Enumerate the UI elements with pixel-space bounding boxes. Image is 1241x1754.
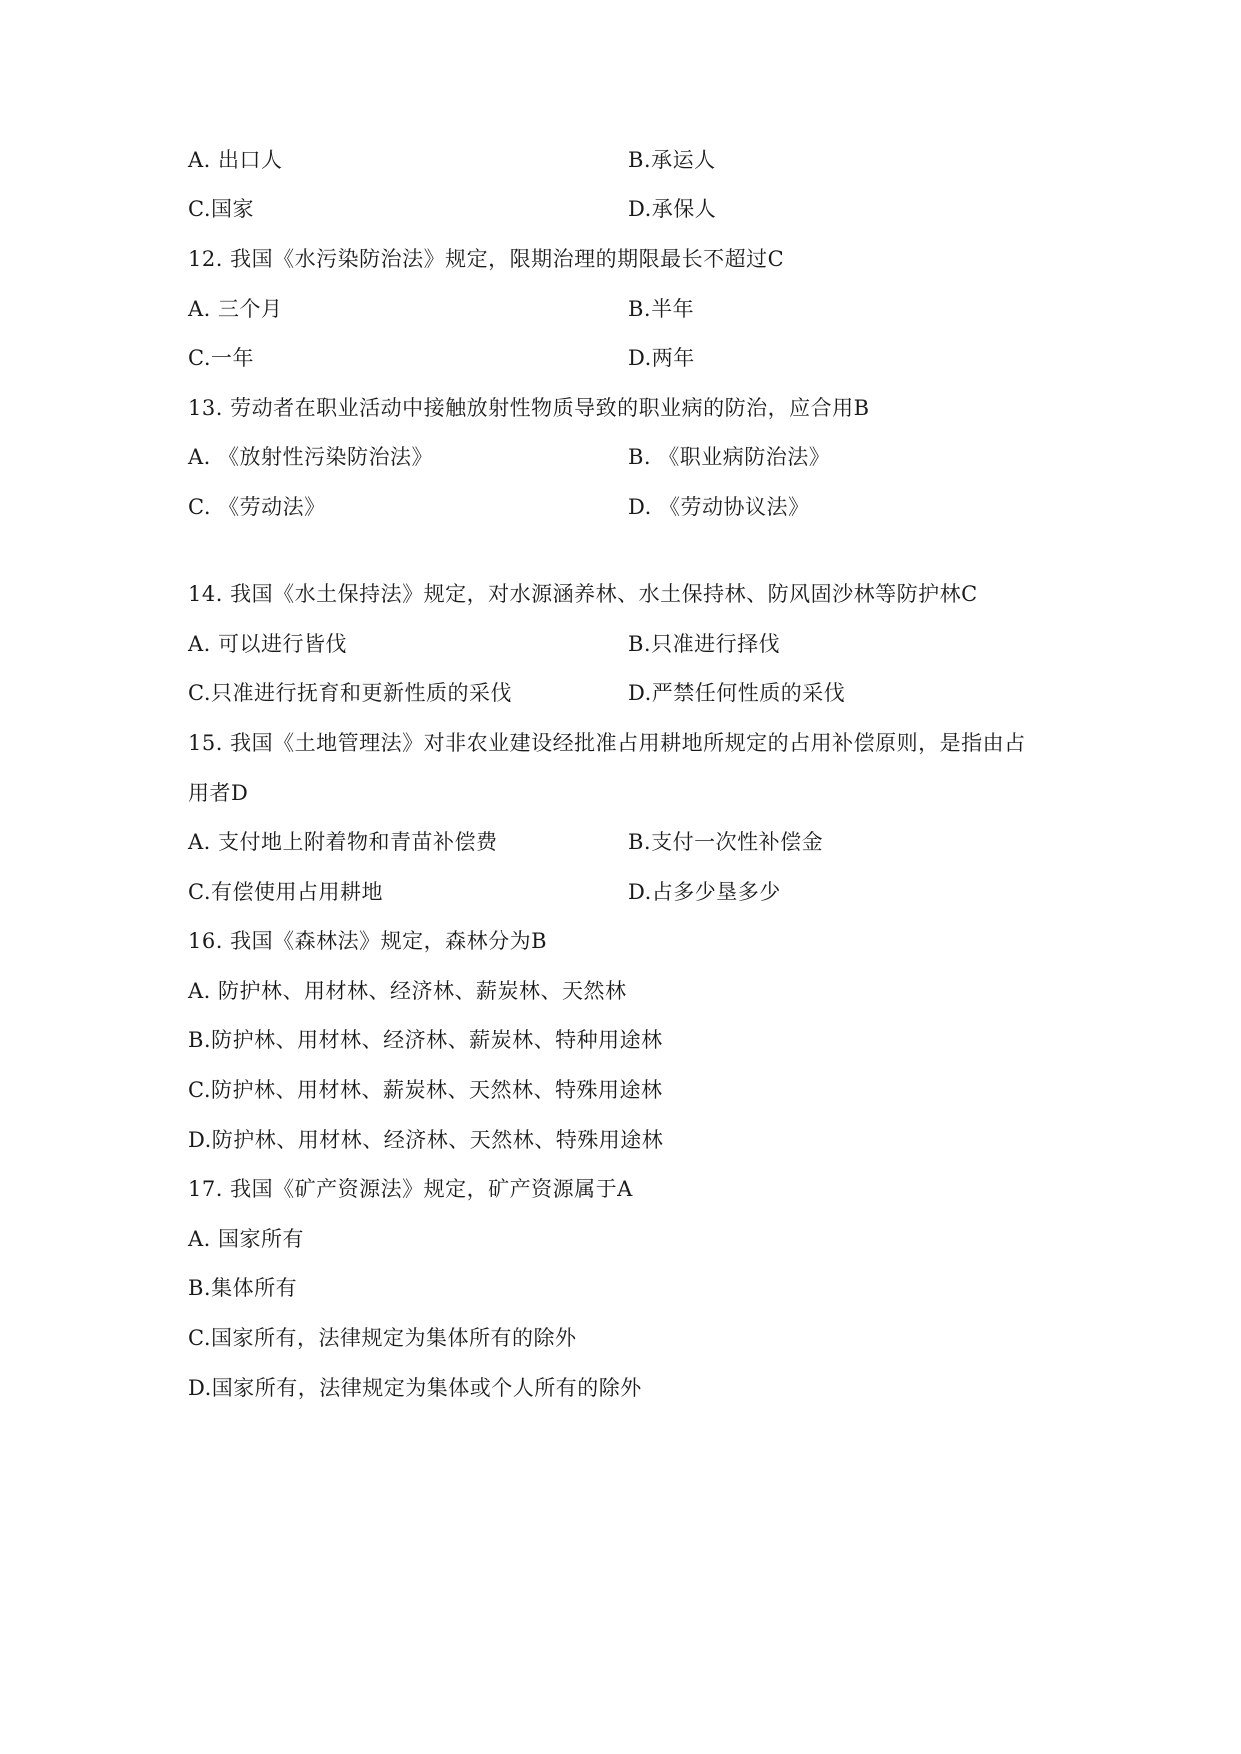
q16-option-d: D.防护林、用材林、经济林、天然林、特殊用途林 xyxy=(188,1128,664,1152)
q15-option-b: B.支付一次性补偿金 xyxy=(628,830,824,854)
q15-option-a: A. 支付地上附着物和青苗补偿费 xyxy=(188,830,498,854)
q13-option-b: B. 《职业病防治法》 xyxy=(628,445,831,469)
q16-stem: 16. 我国《森林法》规定，森林分为B xyxy=(188,929,548,953)
q13-option-d: D. 《劳动协议法》 xyxy=(628,495,810,519)
q14-stem: 14. 我国《水土保持法》规定，对水源涵养林、水土保持林、防风固沙林等防护林C xyxy=(188,582,978,606)
q16-option-c: C.防护林、用材林、薪炭林、天然林、特殊用途林 xyxy=(188,1078,663,1102)
q16-option-a: A. 防护林、用材林、经济林、薪炭林、天然林 xyxy=(188,979,627,1003)
q12-option-a: A. 三个月 xyxy=(188,297,283,321)
q17-option-a: A. 国家所有 xyxy=(188,1227,305,1251)
q15-stem-line2: 用者D xyxy=(188,781,249,805)
q13-stem: 13. 劳动者在职业活动中接触放射性物质导致的职业病的防治，应合用B xyxy=(188,396,870,420)
q13-option-c: C. 《劳动法》 xyxy=(188,495,326,519)
q17-option-c: C.国家所有，法律规定为集体所有的除外 xyxy=(188,1326,577,1350)
q15-option-c: C.有偿使用占用耕地 xyxy=(188,880,383,904)
q12-option-d: D.两年 xyxy=(628,346,695,370)
q12-stem: 12. 我国《水污染防治法》规定，限期治理的期限最长不超过C xyxy=(188,247,785,271)
q11-option-c: C.国家 xyxy=(188,197,254,221)
q17-option-d: D.国家所有，法律规定为集体或个人所有的除外 xyxy=(188,1376,642,1400)
q17-option-b: B.集体所有 xyxy=(188,1276,298,1300)
q14-option-d: D.严禁任何性质的采伐 xyxy=(628,681,846,705)
q14-option-c: C.只准进行抚育和更新性质的采伐 xyxy=(188,681,512,705)
q11-option-d: D.承保人 xyxy=(628,197,717,221)
q11-option-a: A. 出口人 xyxy=(188,148,283,172)
q15-option-d: D.占多少垦多少 xyxy=(628,880,781,904)
q16-option-b: B.防护林、用材林、经济林、薪炭林、特种用途林 xyxy=(188,1028,663,1052)
q12-option-b: B.半年 xyxy=(628,297,695,321)
q17-stem: 17. 我国《矿产资源法》规定，矿产资源属于A xyxy=(188,1177,633,1201)
q11-option-b: B.承运人 xyxy=(628,148,716,172)
q14-option-b: B.只准进行择伐 xyxy=(628,632,781,656)
q13-option-a: A. 《放射性污染防治法》 xyxy=(188,445,434,469)
q15-stem-line1: 15. 我国《土地管理法》对非农业建设经批准占用耕地所规定的占用补偿原则，是指由占 xyxy=(188,731,1026,755)
q14-option-a: A. 可以进行皆伐 xyxy=(188,632,348,656)
q12-option-c: C.一年 xyxy=(188,346,254,370)
